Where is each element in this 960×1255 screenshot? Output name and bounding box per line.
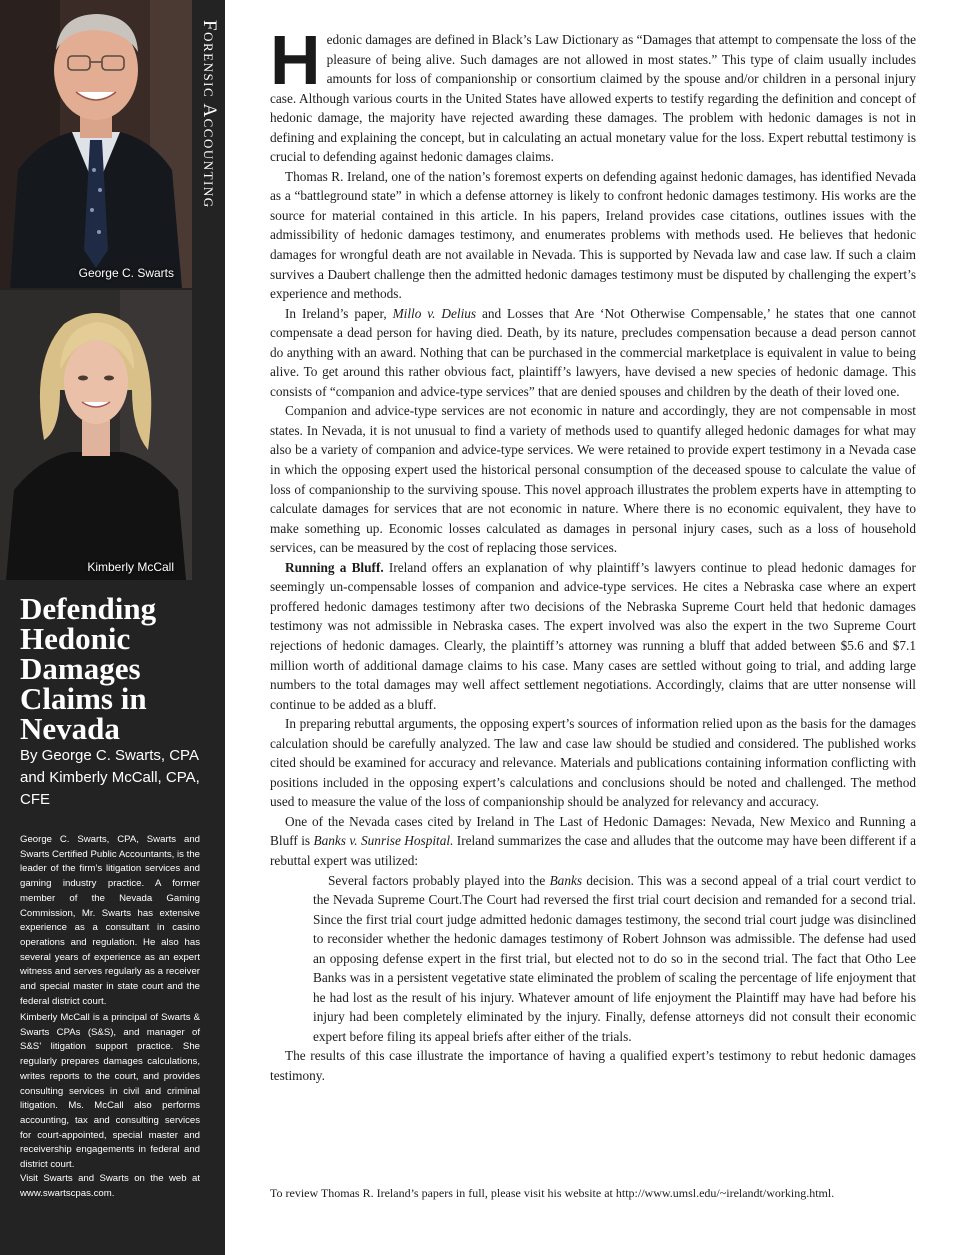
photo-caption-swarts: George C. Swarts — [78, 266, 174, 280]
paragraph-6: In preparing rebuttal arguments, the opposing expert’s sources of information relied upon as the basis for the damages calculation should be carefully analyzed. The law and case law should be studied and considered. The published works cited should be examined for accuracy and relevance. Materials and publications containing information conflicting with positions included in the opposing expert’s calculations and conclusions should be noted and challenged. The method used to measure the value of the loss of companionship should be analyzed for relevancy and accuracy. — [270, 716, 916, 810]
paragraph-1-text: edonic damages are defined in Black’s Law Dictionary as “Damages that attempt to compensate the loss of the pleasure of being alive. Such damages are not allowed in most states.” This type of claim usually includes amounts for loss of companionship or consortium claimed by the spouse and/or children in a personal injury case. Although various courts in the United States have allowed experts to testify regarding the definition and concept of hedonic damage, the majority have rejected awarding these damages. The problem with hedonic damages is not in defining and explaining the concept, but in calculating an actual monetary value for the loss. Expert rebuttal testimony is crucial to defending against hedonic damages claims. — [270, 32, 916, 165]
photo-caption-mccall: Kimberly McCall — [87, 560, 174, 574]
paragraph-3 — [270, 304, 916, 402]
portrait-man-illustration — [0, 0, 192, 288]
bio-swarts: George C. Swarts, CPA, Swarts and Swarts Certified Public Accountants, is the leader of the firm’s litigation services and gaming industry practice. A former member of the Nevada Gaming Commission, Mr. Swarts has extensive experience as a consultant in casino operations and regulation. He also has several years of experience as an expert witness and serves regularly as a receiver and special master in state court and the federal district court. — [20, 834, 200, 1007]
paragraph-2: Thomas R. Ireland, one of the nation’s foremost experts on defending against hedonic damages, has identified Nevada as a “battleground state” in which a defense attorney is likely to confront hedonic damages testimony. His works are the source for material contained in this article. In his papers, Ireland provides case citations, outlines issues with the admissibility of hedonic damages testimony, and enumerates problems with methods used. He believes that hedonic damages for wrongful death are not available in Nevada. This is supported by Nevada law and case law. If such a claim survives a Daubert challenge then the admitted hedonic damages testimony must be disputed by challenging the expert’s experience and methods. — [270, 168, 916, 302]
paragraph-3-text-a: In Ireland’s paper, — [285, 305, 393, 321]
portrait-woman-illustration — [0, 290, 192, 580]
quote-case-name: Banks — [549, 872, 583, 888]
paragraph-5-text: Ireland offers an explanation of why plaintiff’s lawyers continue to plead hedonic damages for seemingly un-compensable losses of companion and advice-type services. He cites a Nebraska case where an expert proffered hedonic damages testimony after two decisions of the Nebraska Supreme Court held that hedonic damages testimony was not admissible in Nebraska cases. The expert involved was also the expert in the two Supreme Court rejections of hedonic damages. Clearly, the plaintiff’s attorney was running a bluff that added between $5.6 and $7.1 million worth of additional damage claims to his case. Many cases are settled without going to trial, and adding large numbers to the total damages may well affect settlement negotiations. Accordingly, claims that are utter nonsense will continue to be added as a bluff. — [270, 559, 916, 712]
bio-website: Visit Swarts and Swarts on the web at www.swartscpas.com. — [20, 1173, 200, 1199]
block-quote — [313, 871, 916, 1047]
footnote: To review Thomas R. Ireland’s papers in full, please visit his website at http://www.umsl.edu/~irelandt/working.html. — [270, 1186, 835, 1200]
drop-cap: H — [270, 21, 321, 99]
article-byline: By George C. Swarts, CPA and Kimberly McCall, CPA, CFE — [20, 747, 200, 808]
section-title: Forensic Accounting — [199, 20, 220, 209]
quote-text-b: decision. This was a second appeal of a trial court verdict to the Nevada Supreme Court.The Court had reversed the first trial court decision and remanded for a second trial. Since the first trial court judge admitted hedonic damages testimony, the second trial court judge was disinclined to reconsider whether the hedonic damages testimony of Robert Johnson was admissible. The defense had used an opposing defense expert in the first trial, but elected not to do so in the second trial. The fact that Otho Lee Banks was in a persistent vegetative state eliminated the problem of scaling the percentage of life enjoyment that he had lost as the result of his injury. Whatever amount of life enjoyment the Plaintiff may have had before his injury had been completely eliminated by the injury. Finally, defense attorneys did not consult their economic expert before filing its appeal briefs after either of the trials. — [313, 872, 916, 1044]
photo-kimberly-mccall — [0, 290, 192, 580]
paragraph-1 — [270, 21, 916, 167]
article-title: Defending Hedonic Damages Claims in Nevada — [20, 591, 157, 746]
paragraph-3-text-b: and Losses that Are ‘Not Otherwise Compensable,’ he states that one cannot compensate a dead person for having died. Death, by its nature, precludes compensation because a dead person cannot do anything with an award. Nothing that can be purchased in the commercial marketplace is equivalent in value to being alive. To get around this rather obvious fact, plaintiff’s lawyers, have devised a new species of hedonic damage. This consists of “companion and advice-type services” that are denied spouses and children by the death of their loved one. — [270, 305, 917, 399]
case-name-millo: Millo v. Delius — [392, 305, 477, 321]
paragraph-5 — [270, 558, 916, 714]
bio-mccall: Kimberly McCall is a principal of Swarts & Swarts CPAs (S&S), and manager of S&S’ litigation support practice. She regularly prepares damages calculations, writes reports to the court, and provides consulting services in civil and criminal litigation. Ms. McCall also performs accounting, tax and consulting services for court-appointed, special master and receivership engagements in federal and district court. — [20, 1012, 200, 1171]
paragraph-7-text-a: One of the Nevada cases cited by Ireland in The Last of Hedonic Damages: Nevada, New Mexico and Running a Bluff is — [270, 813, 916, 849]
case-name-banks: Banks v. Sunrise Hospital. — [313, 833, 454, 849]
paragraph-7 — [270, 812, 916, 871]
paragraph-8: The results of this case illustrate the importance of having a qualified expert’s testimony to rebut hedonic damages testimony. — [270, 1048, 916, 1083]
subheading-running-a-bluff: Running a Bluff. — [285, 559, 384, 575]
quote-text-a: Several factors probably played into the — [328, 872, 550, 888]
photo-george-swarts — [0, 0, 192, 288]
paragraph-4: Companion and advice-type services are not economic in nature and accordingly, they are not compensable in most states. In Nevada, it is not unusual to find a variety of methods used to quantify alleged hedonic damages for what may also be a variety of companion and advice-type services. We were retained to provide expert testimony in a Nevada case in which the opposing expert used the historical personal consumption of the deceased spouse to calculate the value of loss of companionship to the surviving spouse. This novel approach illustrates the problem experts have in attempting to calculate damages for services that are not economic in nature. Where there is no economic equivalent, they have to make something up. Economic losses calculated as damages in personal injury cases, such as a loss of household services, can be measured by the cost of replacing those services. — [270, 403, 916, 556]
paragraph-7-text-b: Ireland summarizes the case and alludes that the outcome may have been different if a rebuttal expert was utilized: — [270, 833, 916, 868]
article-body — [270, 21, 917, 1086]
